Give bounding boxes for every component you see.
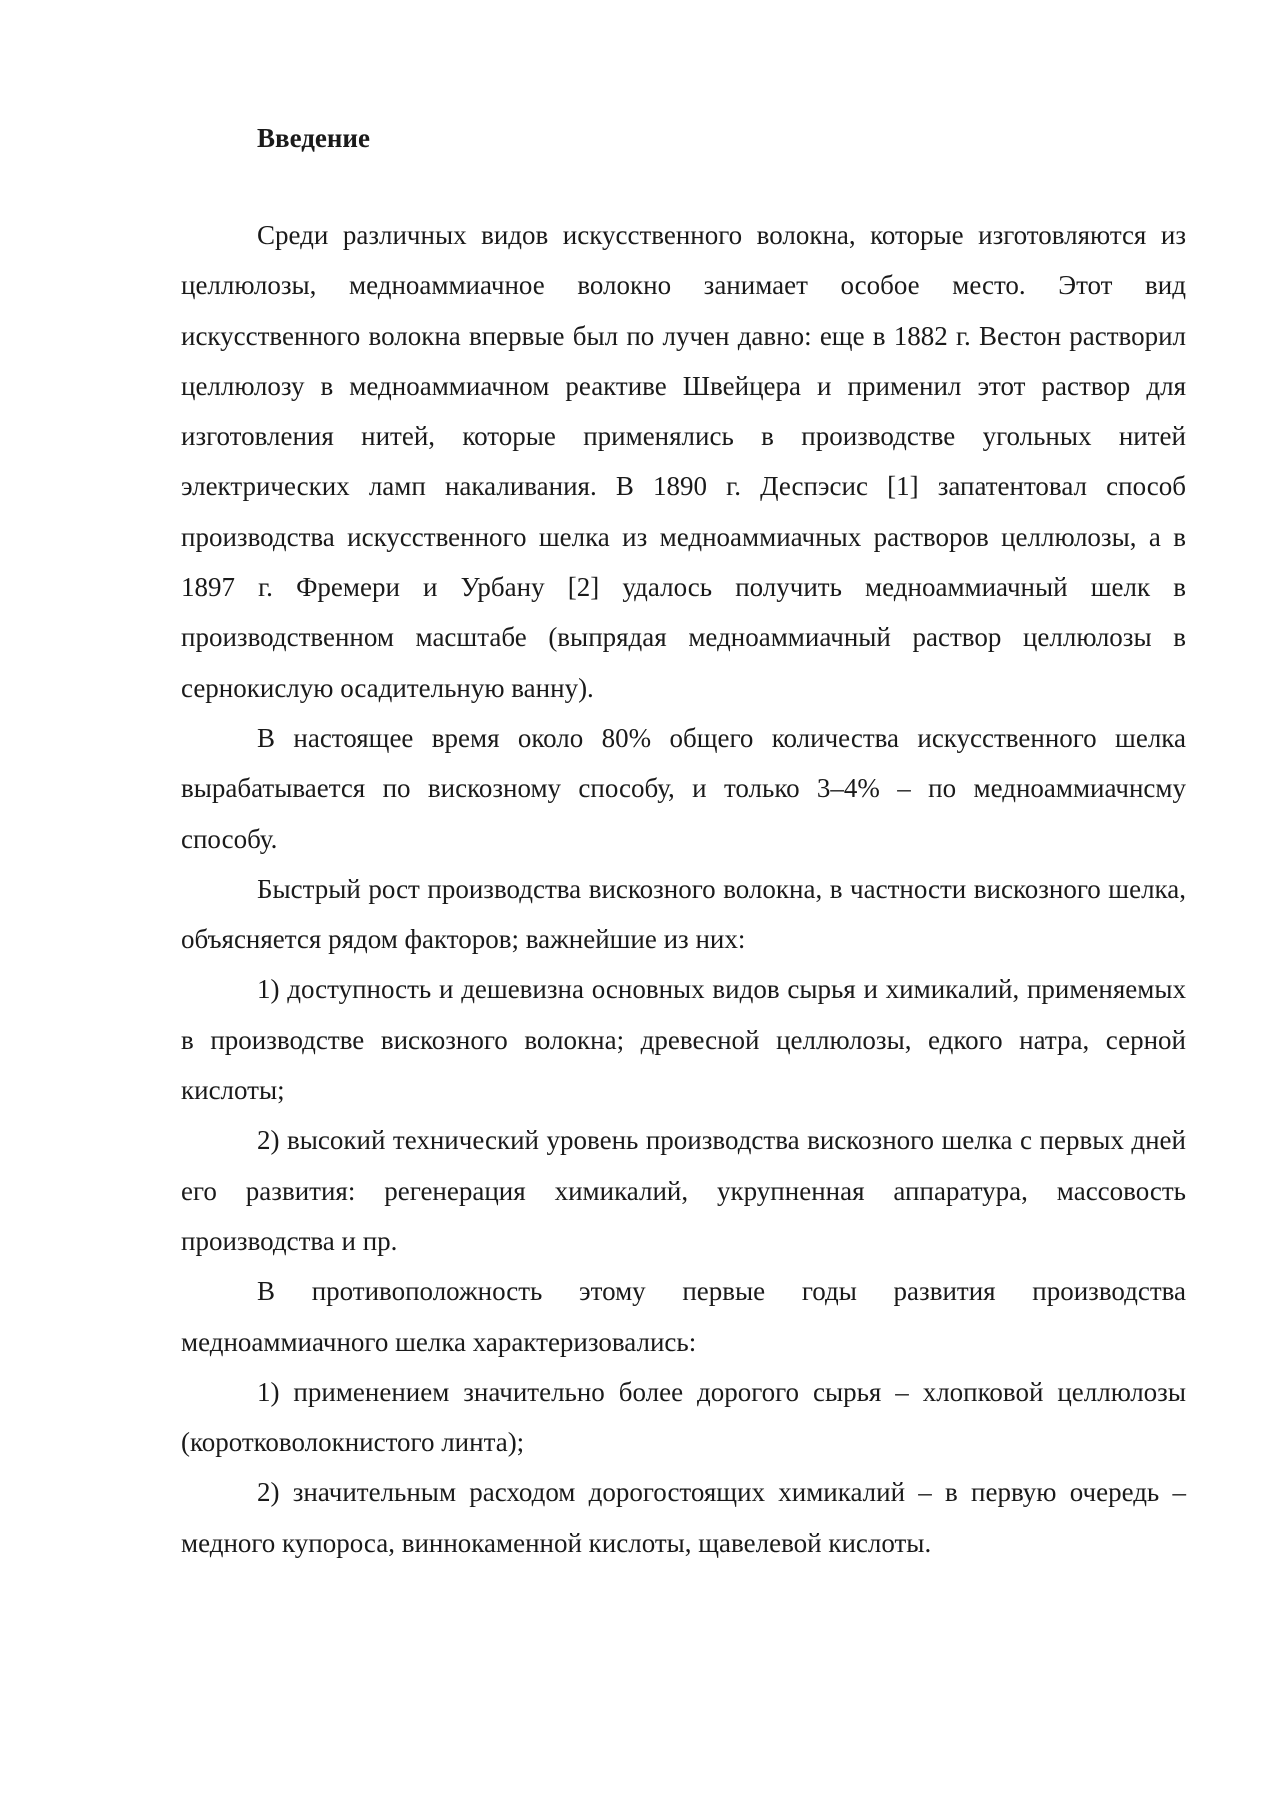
list-item-viscose-1: 1) доступность и дешевизна основных видов сырья и химикалий, применяемых в производстве вискозного волокна; древесной целлюлозы, едкого натра, серной кислоты; [181,974,1186,1106]
paragraph-viscose-growth: Быстрый рост производства вискозного волокна, в частности вискозного шелка, объясняется рядом факторов; важнейшие из них: [181,873,1186,955]
list-item-copper-1: 1) применением значительно более дорогого сырья – хлопковой целлюлозы (коротковолокнистого линта); [181,1376,1186,1458]
list-item-viscose-2: 2) высокий технический уровень производства вискозного шелка с первых дней его развития: регенерация химикалий, укрупненная аппаратура, массовость производства и пр. [181,1125,1186,1256]
paragraph-copper-contrast: В противоположность этому первые годы развития производства медноаммиачного шелка характеризовались: [181,1276,1186,1357]
paragraph-production-share: В настоящее время около 80% общего количества искусственного шелка вырабатывается по вискозному способу, и только 3–4% – по медноаммиачнсму способу. [181,722,1186,854]
document-body [181,118,1186,1568]
paragraph-history: Среди различных видов искусственного волокна, которые изготовляются из целлюлозы, медноаммиачное волокно занимает особое место. Этот вид искусственного волокна впервые был по лучен давно: еще в 1882 г. Вестон растворил целлюлозу в медноаммиачном реактиве Швейцера и применил этот раствор для изготовления нитей, которые применялись в производстве угольных нитей электрических ламп накаливания. В 1890 г. Деспэсис [1] запатентовал способ производства искусственного шелка из медноаммиачных растворов целлюлозы, а в 1897 г. Фремери и Урбану [2] удалось получить медноаммиачный шелк в производственном масштабе (выпрядая медноаммиачный раствор целлюлозы в сернокислую осадительную ванну). [181,220,1186,703]
list-item-copper-2: 2) значительным расходом дорогостоящих химикалий – в первую очередь – медного купороса, виннокаменной кислоты, щавелевой кислоты. [181,1477,1186,1558]
section-heading: Введение [257,123,370,153]
